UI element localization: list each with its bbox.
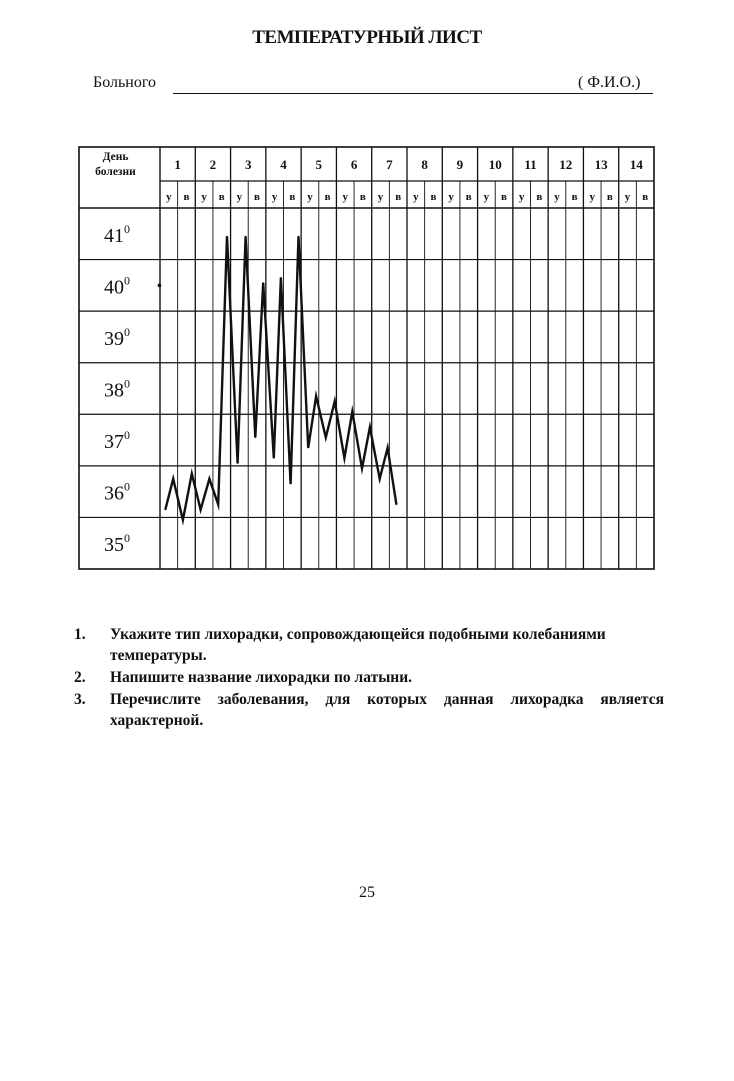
time-of-day-label: в	[606, 191, 613, 203]
time-of-day-label: в	[324, 191, 331, 203]
temperature-point	[263, 282, 264, 283]
day-number: 8	[421, 157, 428, 172]
temperature-point	[191, 473, 192, 474]
temperature-point	[280, 277, 281, 278]
temperature-point	[396, 504, 397, 505]
temperature-point	[245, 236, 246, 237]
day-number: 11	[524, 157, 537, 172]
temperature-label: $39^0$	[104, 324, 130, 350]
time-of-day-label: в	[359, 191, 366, 203]
temperature-point	[290, 483, 291, 484]
time-of-day-label: в	[289, 191, 296, 203]
temperature-label: $37^0$	[104, 428, 130, 454]
temperature-point	[379, 478, 380, 479]
time-of-day-label: у	[624, 191, 631, 203]
day-number: 2	[209, 157, 217, 172]
time-of-day-label: у	[448, 191, 454, 203]
time-of-day-label: у	[342, 191, 348, 203]
temperature-label: $38^0$	[104, 376, 130, 402]
page-title: ТЕМПЕРАТУРНЫЙ ЛИСТ	[252, 27, 482, 48]
time-of-day-label: у	[271, 191, 278, 203]
time-of-day-label: у	[307, 191, 313, 203]
temperature-label: $41^0$	[104, 221, 130, 247]
annotation-mark: •	[157, 279, 162, 294]
temperature-label: $35^0$	[104, 531, 130, 557]
question-number: 2.	[74, 669, 86, 686]
temperature-label: $36^0$	[104, 479, 130, 505]
day-number: 10	[488, 157, 502, 172]
degree-sign: 0	[124, 428, 130, 443]
temperature-point	[182, 519, 183, 520]
temperature-point	[218, 504, 219, 505]
temperature-point	[387, 447, 388, 448]
question-item	[74, 667, 664, 688]
page-number: 25	[359, 884, 375, 901]
degree-sign: 0	[124, 531, 130, 546]
degree-sign: 0	[124, 221, 130, 236]
time-of-day-label: в	[183, 191, 190, 203]
temperature-point	[334, 401, 335, 402]
temperature-series-line	[165, 236, 396, 520]
time-of-day-label: у	[413, 191, 419, 203]
temperature-point	[200, 509, 201, 510]
question-text: Перечислите заболевания, для которых данная лихорадка является характерной.	[110, 691, 664, 729]
temperature-point	[237, 463, 238, 464]
time-of-day-label: у	[483, 191, 490, 203]
time-of-day-label: в	[218, 191, 225, 203]
time-of-day-label: в	[430, 191, 437, 203]
temperature-point	[316, 396, 317, 397]
day-number: 9	[456, 157, 464, 172]
degree-sign: 0	[124, 324, 130, 339]
day-number: 14	[629, 157, 643, 172]
question-number: 1.	[74, 626, 86, 643]
temperature-point	[344, 458, 345, 459]
day-number: 1	[174, 157, 181, 172]
temperature-label: $40^0$	[104, 273, 130, 299]
day-number: 13	[594, 157, 608, 172]
temperature-point	[209, 478, 210, 479]
day-header-label: День	[102, 151, 129, 163]
patient-label: Больного	[93, 74, 156, 91]
time-of-day-label: в	[642, 191, 649, 203]
temperature-point	[255, 437, 256, 438]
temperature-point	[165, 509, 166, 510]
time-of-day-label: у	[166, 191, 172, 203]
day-number: 3	[244, 157, 252, 172]
time-of-day-label: у	[518, 191, 525, 203]
time-of-day-label: у	[589, 191, 595, 203]
temperature-point	[226, 236, 227, 237]
time-of-day-label: у	[201, 191, 207, 203]
temperature-point	[173, 478, 174, 479]
time-of-day-label: у	[377, 191, 384, 203]
question-text: Напишите название лихорадки по латыни.	[110, 669, 413, 686]
question-item	[74, 624, 664, 666]
time-of-day-label: в	[465, 191, 472, 203]
degree-sign: 0	[124, 273, 130, 288]
time-of-day-label: у	[236, 191, 243, 203]
temperature-point	[352, 411, 353, 412]
question-number: 3.	[74, 691, 86, 708]
temperature-point	[273, 458, 274, 459]
day-number: 6	[350, 157, 358, 172]
time-of-day-label: у	[554, 191, 560, 203]
degree-sign: 0	[124, 479, 130, 494]
question-item	[74, 689, 664, 731]
day-number: 4	[280, 157, 287, 172]
time-of-day-label: в	[501, 191, 508, 203]
temperature-point	[308, 447, 309, 448]
time-of-day-label: в	[536, 191, 543, 203]
question-text: Укажите тип лихорадки, сопровождающейся подобными колебаниями температуры.	[110, 626, 606, 664]
patient-name-hint: ( Ф.И.О.)	[578, 74, 641, 91]
time-of-day-label: в	[571, 191, 578, 203]
temperature-point	[298, 236, 299, 237]
time-of-day-label: в	[395, 191, 402, 203]
temperature-point	[361, 468, 362, 469]
day-number: 5	[315, 157, 323, 172]
questions-list	[74, 624, 664, 732]
temperature-point	[325, 437, 326, 438]
temperature-point	[369, 427, 370, 428]
degree-sign: 0	[124, 376, 130, 391]
day-number: 7	[386, 157, 393, 172]
day-number: 12	[559, 157, 573, 172]
day-header-label: болезни	[95, 166, 136, 178]
time-of-day-label: в	[254, 191, 261, 203]
chart-line	[165, 236, 397, 521]
